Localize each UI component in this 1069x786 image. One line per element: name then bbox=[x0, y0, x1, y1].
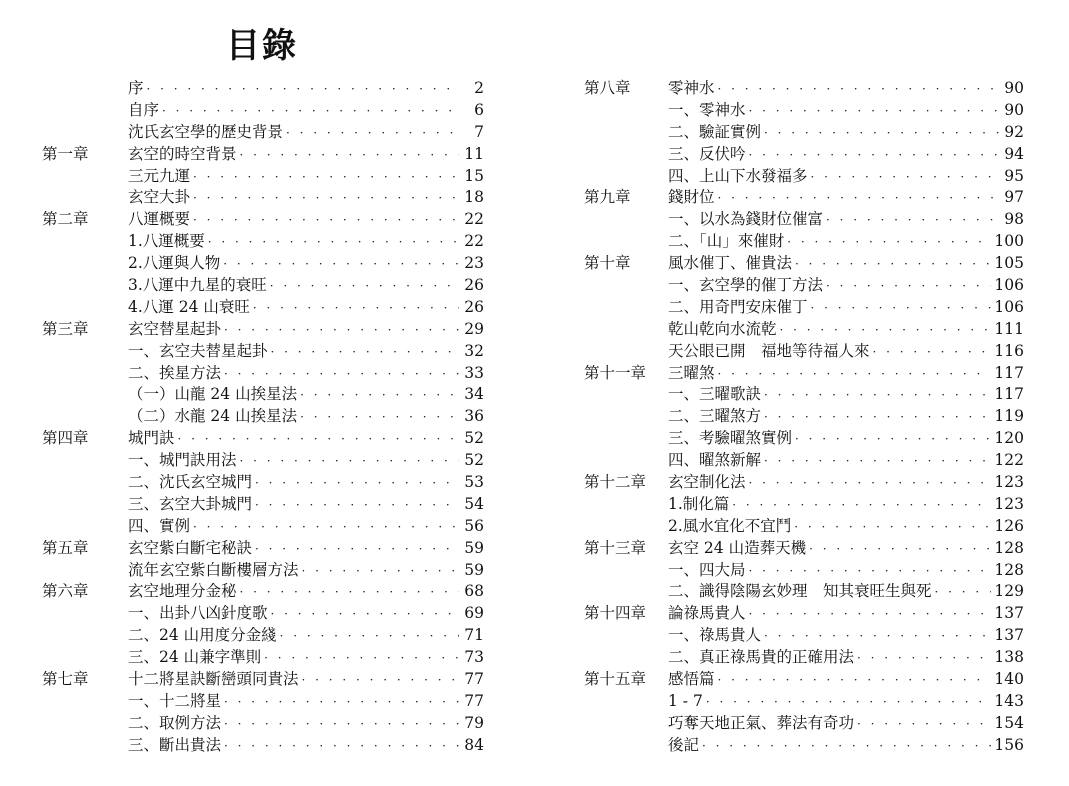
toc-page-number: 123 bbox=[994, 473, 1024, 492]
toc-entry bbox=[584, 319, 1024, 341]
toc-page-number: 33 bbox=[464, 363, 484, 382]
toc-entry-title: 一、三曜歌訣 bbox=[668, 385, 762, 404]
toc-page-number: 98 bbox=[1004, 210, 1024, 229]
toc-entry bbox=[584, 231, 1024, 253]
toc-entry bbox=[584, 384, 1024, 406]
toc-chapter-label: 第十二章 bbox=[584, 473, 647, 492]
toc-chapter-label: 第九章 bbox=[584, 188, 631, 207]
toc-entry bbox=[42, 450, 484, 472]
toc-leader-dots bbox=[193, 518, 459, 536]
toc-page-number: 119 bbox=[994, 407, 1024, 426]
toc-page-number: 95 bbox=[1004, 166, 1024, 185]
toc-entry bbox=[584, 100, 1024, 122]
toc-entry-title: 1.制化篇 bbox=[668, 494, 730, 513]
toc-entry-title: 後記 bbox=[668, 735, 700, 754]
toc-entry-title: 玄空制化法 bbox=[668, 473, 746, 492]
toc-leader-dots bbox=[224, 365, 459, 383]
toc-entry-title: 沈氏玄空學的歷史背景 bbox=[128, 122, 284, 141]
toc-entry bbox=[584, 538, 1024, 560]
toc-entry-title: 2.風水宜化不宜鬥 bbox=[668, 516, 792, 535]
toc-entry bbox=[42, 122, 484, 144]
toc-entry-title: 錢財位 bbox=[668, 188, 715, 207]
toc-entry bbox=[584, 581, 1024, 603]
toc-entry bbox=[584, 297, 1024, 319]
toc-entry-title: 乾山乾向水流乾 bbox=[668, 319, 777, 338]
toc-entry-title: （一）山龍 24 山挨星法 bbox=[128, 385, 298, 404]
toc-leader-dots bbox=[749, 474, 992, 492]
toc-entry bbox=[584, 363, 1024, 385]
toc-page-number: 117 bbox=[994, 385, 1024, 404]
toc-entry-title: 三、反伏吟 bbox=[668, 144, 746, 163]
toc-leader-dots bbox=[749, 102, 999, 120]
toc-entry-title: 零神水 bbox=[668, 78, 715, 97]
toc-leader-dots bbox=[935, 583, 992, 601]
toc-page-number: 122 bbox=[994, 451, 1024, 470]
toc-leader-dots bbox=[702, 737, 991, 755]
toc-entry bbox=[42, 538, 484, 560]
toc-page-number: 29 bbox=[464, 319, 484, 338]
toc-page-number: 59 bbox=[464, 560, 484, 579]
toc-page-number: 71 bbox=[464, 626, 484, 645]
toc-entry-title: 流年玄空紫白斷樓層方法 bbox=[128, 560, 299, 579]
toc-leader-dots bbox=[811, 299, 992, 317]
toc-entry-title: 一、十二將星 bbox=[128, 691, 222, 710]
toc-entry bbox=[584, 647, 1024, 669]
toc-page-number: 129 bbox=[994, 582, 1024, 601]
toc-entry-title: 二、識得陰陽玄妙理 知其衰旺生與死 bbox=[668, 582, 932, 601]
toc-chapter-label: 第六章 bbox=[42, 582, 89, 601]
toc-leader-dots bbox=[208, 233, 459, 251]
page-title: 目錄 bbox=[226, 26, 298, 66]
toc-entry-title: 4.八運 24 山衰旺 bbox=[128, 297, 250, 316]
toc-page-number: 34 bbox=[464, 385, 484, 404]
toc-page-number: 84 bbox=[464, 735, 484, 754]
toc-leader-dots bbox=[718, 671, 992, 689]
toc-entry bbox=[42, 187, 484, 209]
toc-leader-dots bbox=[271, 343, 459, 361]
toc-entry bbox=[584, 472, 1024, 494]
toc-entry bbox=[42, 406, 484, 428]
toc-entry-title: 論祿馬貴人 bbox=[668, 604, 746, 623]
toc-entry-title: 風水催丁、催貴法 bbox=[668, 254, 793, 273]
toc-page-number: 140 bbox=[994, 670, 1024, 689]
toc-page-number: 54 bbox=[464, 494, 484, 513]
toc-entry bbox=[42, 231, 484, 253]
toc-entry-title: 三曜煞 bbox=[668, 363, 715, 382]
toc-entry-title: 二、驗証實例 bbox=[668, 122, 762, 141]
toc-entry bbox=[584, 603, 1024, 625]
toc-entry bbox=[42, 560, 484, 582]
toc-page-number: 36 bbox=[464, 407, 484, 426]
toc-chapter-label: 第十四章 bbox=[584, 604, 647, 623]
toc-entry bbox=[42, 297, 484, 319]
toc-entry bbox=[584, 713, 1024, 735]
toc-entry bbox=[584, 516, 1024, 538]
toc-chapter-label: 第十三章 bbox=[584, 538, 647, 557]
toc-leader-dots bbox=[732, 496, 991, 514]
toc-leader-dots bbox=[255, 496, 459, 514]
toc-leader-dots bbox=[240, 452, 459, 470]
toc-entry bbox=[584, 122, 1024, 144]
toc-entry bbox=[42, 581, 484, 603]
toc-page-number: 18 bbox=[464, 188, 484, 207]
toc-leader-dots bbox=[270, 277, 459, 295]
toc-leader-dots bbox=[224, 321, 459, 339]
toc-entry-title: 玄空紫白斷宅秘訣 bbox=[128, 538, 253, 557]
toc-page-number: 137 bbox=[994, 604, 1024, 623]
toc-page-number: 32 bbox=[464, 341, 484, 360]
toc-entry bbox=[42, 625, 484, 647]
toc-leader-dots bbox=[718, 80, 999, 98]
toc-entry bbox=[42, 100, 484, 122]
toc-page-number: 7 bbox=[474, 122, 484, 141]
toc-entry-title: 四、實例 bbox=[128, 516, 191, 535]
toc-entry bbox=[42, 275, 484, 297]
toc-entry-title: 二、真正祿馬貴的正確用法 bbox=[668, 648, 855, 667]
toc-leader-dots bbox=[764, 124, 999, 142]
toc-leader-dots bbox=[302, 562, 459, 580]
toc-leader-dots bbox=[240, 146, 459, 164]
toc-page-number: 92 bbox=[1004, 122, 1024, 141]
toc-leader-dots bbox=[749, 562, 992, 580]
toc-leader-dots bbox=[302, 671, 459, 689]
toc-page-number: 77 bbox=[464, 670, 484, 689]
toc-entry bbox=[584, 691, 1024, 713]
toc-entry-title: 三、斷出貴法 bbox=[128, 735, 222, 754]
toc-entry-title: 自序 bbox=[128, 100, 160, 119]
toc-chapter-label: 第四章 bbox=[42, 429, 89, 448]
toc-page-number: 77 bbox=[464, 691, 484, 710]
toc-leader-dots bbox=[811, 168, 999, 186]
toc-entry-title: 感悟篇 bbox=[668, 670, 715, 689]
toc-entry bbox=[584, 406, 1024, 428]
toc-leader-dots bbox=[764, 386, 991, 404]
toc-leader-dots bbox=[271, 605, 459, 623]
toc-leader-dots bbox=[749, 605, 992, 623]
toc-page-number: 53 bbox=[464, 473, 484, 492]
toc-entry bbox=[584, 735, 1024, 757]
toc-page-number: 106 bbox=[994, 297, 1024, 316]
toc-leader-dots bbox=[857, 649, 991, 667]
toc-page-number: 111 bbox=[994, 319, 1024, 338]
toc-page-number: 73 bbox=[464, 648, 484, 667]
toc-page-number: 15 bbox=[464, 166, 484, 185]
toc-entry-title: 十二將星訣斷巒頭同貴法 bbox=[128, 670, 299, 689]
toc-entry bbox=[584, 275, 1024, 297]
toc-entry-title: 二、用奇門安床催丁 bbox=[668, 297, 808, 316]
toc-leader-dots bbox=[826, 277, 991, 295]
toc-leader-dots bbox=[286, 124, 459, 142]
toc-page-number: 23 bbox=[464, 254, 484, 273]
toc-entry bbox=[42, 669, 484, 691]
toc-entry-title: 1 - 7 bbox=[668, 691, 703, 710]
toc-entry bbox=[584, 187, 1024, 209]
toc-leader-dots bbox=[749, 146, 999, 164]
toc-entry-title: 一、城門訣用法 bbox=[128, 451, 237, 470]
toc-entry-title: 三、考驗曜煞實例 bbox=[668, 429, 793, 448]
toc-page-number: 69 bbox=[464, 604, 484, 623]
toc-leader-dots bbox=[718, 189, 999, 207]
toc-entry-title: 序 bbox=[128, 78, 144, 97]
toc-entry-title: 玄空地理分金秘 bbox=[128, 582, 237, 601]
toc-leader-dots bbox=[147, 80, 459, 98]
toc-page-number: 52 bbox=[464, 429, 484, 448]
toc-entry bbox=[584, 560, 1024, 582]
toc-entry-title: 一、零神水 bbox=[668, 100, 746, 119]
toc-leader-dots bbox=[223, 255, 459, 273]
toc-leader-dots bbox=[240, 583, 459, 601]
toc-entry bbox=[584, 625, 1024, 647]
toc-leader-dots bbox=[300, 408, 459, 426]
toc-leader-dots bbox=[300, 386, 459, 404]
toc-leader-dots bbox=[764, 627, 991, 645]
toc-page-number: 128 bbox=[994, 538, 1024, 557]
toc-entry bbox=[42, 472, 484, 494]
toc-entry-title: 二、24 山用度分金綫 bbox=[128, 626, 277, 645]
toc-entry bbox=[584, 209, 1024, 231]
toc-leader-dots bbox=[193, 189, 459, 207]
toc-leader-dots bbox=[280, 627, 459, 645]
toc-entry-title: 1.八運概要 bbox=[128, 232, 205, 251]
toc-chapter-label: 第二章 bbox=[42, 210, 89, 229]
toc-entry bbox=[42, 209, 484, 231]
toc-leader-dots bbox=[764, 408, 991, 426]
toc-leader-dots bbox=[193, 168, 459, 186]
toc-leader-dots bbox=[873, 343, 992, 361]
toc-page-number: 156 bbox=[994, 735, 1024, 754]
toc-page-number: 56 bbox=[464, 516, 484, 535]
toc-page-number: 79 bbox=[464, 713, 484, 732]
toc-entry bbox=[42, 144, 484, 166]
toc-page-number: 59 bbox=[464, 538, 484, 557]
toc-entry bbox=[42, 341, 484, 363]
toc-entry bbox=[42, 691, 484, 713]
toc-leader-dots bbox=[224, 715, 459, 733]
toc-page-number: 126 bbox=[994, 516, 1024, 535]
toc-entry bbox=[584, 144, 1024, 166]
toc-chapter-label: 第五章 bbox=[42, 538, 89, 557]
toc-chapter-label: 第三章 bbox=[42, 319, 89, 338]
toc-page-number: 11 bbox=[464, 144, 484, 163]
toc-entry bbox=[42, 363, 484, 385]
toc-page-number: 123 bbox=[994, 494, 1024, 513]
toc-leader-dots bbox=[178, 430, 459, 448]
toc-entry-title: 三、24 山兼字準則 bbox=[128, 648, 262, 667]
toc-leader-dots bbox=[795, 430, 991, 448]
toc-entry-title: 玄空大卦 bbox=[128, 188, 191, 207]
toc-leader-dots bbox=[826, 211, 999, 229]
toc-entry-title: 四、上山下水發福多 bbox=[668, 166, 808, 185]
toc-leader-dots bbox=[224, 737, 459, 755]
toc-leader-dots bbox=[224, 693, 459, 711]
toc-entry-title: 二、取例方法 bbox=[128, 713, 222, 732]
toc-page-number: 105 bbox=[994, 254, 1024, 273]
toc-entry-title: 2.八運與人物 bbox=[128, 254, 221, 273]
toc-chapter-label: 第十一章 bbox=[584, 363, 647, 382]
toc-entry-title: 四、曜煞新解 bbox=[668, 451, 762, 470]
toc-entry-title: 城門訣 bbox=[128, 429, 175, 448]
toc-leader-dots bbox=[162, 102, 459, 120]
toc-entry bbox=[584, 253, 1024, 275]
toc-page-number: 137 bbox=[994, 626, 1024, 645]
toc-leader-dots bbox=[795, 255, 991, 273]
toc-page-number: 97 bbox=[1004, 188, 1024, 207]
toc-page-number: 120 bbox=[994, 429, 1024, 448]
toc-entry-title: 八運概要 bbox=[128, 210, 191, 229]
toc-entry bbox=[42, 384, 484, 406]
toc-entry bbox=[584, 494, 1024, 516]
toc-page-number: 52 bbox=[464, 451, 484, 470]
toc-entry bbox=[584, 428, 1024, 450]
toc-chapter-label: 第七章 bbox=[42, 670, 89, 689]
toc-page-number: 106 bbox=[994, 276, 1024, 294]
toc-leader-dots bbox=[794, 518, 991, 536]
toc-entry-title: 玄空替星起卦 bbox=[128, 319, 222, 338]
toc-entry-title: 3.八運中九星的衰旺 bbox=[128, 276, 267, 294]
toc-entry-title: 二、挨星方法 bbox=[128, 363, 222, 382]
toc-leader-dots bbox=[264, 649, 459, 667]
toc-leader-dots bbox=[253, 299, 459, 317]
toc-page-number: 6 bbox=[474, 100, 484, 119]
toc-leader-dots bbox=[706, 693, 992, 711]
toc-entry-title: 三、玄空大卦城門 bbox=[128, 494, 253, 513]
toc-entry bbox=[584, 669, 1024, 691]
toc-entry bbox=[584, 78, 1024, 100]
toc-page-number: 22 bbox=[464, 210, 484, 229]
toc-leader-dots bbox=[764, 452, 991, 470]
toc-chapter-label: 第十五章 bbox=[584, 670, 647, 689]
toc-entry-title: 一、四大局 bbox=[668, 560, 746, 579]
toc-page-number: 68 bbox=[464, 582, 484, 601]
toc-chapter-label: 第十章 bbox=[584, 254, 631, 273]
toc-page-number: 128 bbox=[994, 560, 1024, 579]
toc-page-number: 116 bbox=[994, 341, 1024, 360]
toc-entry-title: 玄空的時空背景 bbox=[128, 144, 237, 163]
toc-entry-title: 一、以水為錢財位催富 bbox=[668, 210, 824, 229]
toc-leader-dots bbox=[809, 540, 991, 558]
toc-page-number: 22 bbox=[464, 232, 484, 251]
toc-chapter-label: 第八章 bbox=[584, 78, 631, 97]
toc-entry-title: （二）水龍 24 山挨星法 bbox=[128, 407, 298, 426]
toc-chapter-label: 第一章 bbox=[42, 144, 89, 163]
toc-leader-dots bbox=[787, 233, 991, 251]
toc-page-number: 2 bbox=[474, 78, 484, 97]
toc-leader-dots bbox=[780, 321, 992, 339]
toc-page-number: 90 bbox=[1004, 78, 1024, 97]
toc-entry bbox=[42, 647, 484, 669]
toc-entry bbox=[42, 428, 484, 450]
toc-entry-title: 二、「山」來催財 bbox=[668, 232, 785, 251]
toc-leader-dots bbox=[718, 365, 992, 383]
toc-page-number: 100 bbox=[994, 232, 1024, 251]
toc-entry-title: 一、祿馬貴人 bbox=[668, 626, 762, 645]
toc-entry bbox=[42, 166, 484, 188]
toc-page-number: 26 bbox=[464, 276, 484, 294]
toc-entry bbox=[584, 450, 1024, 472]
toc-entry-title: 一、玄空學的催丁方法 bbox=[668, 276, 824, 294]
toc-leader-dots bbox=[857, 715, 991, 733]
toc-page-number: 154 bbox=[994, 713, 1024, 732]
toc-entry-title: 天公眼已開 福地等待福人來 bbox=[668, 341, 870, 360]
toc-entry bbox=[42, 735, 484, 757]
toc-entry bbox=[42, 78, 484, 100]
toc-page-number: 90 bbox=[1004, 100, 1024, 119]
toc-page-number: 94 bbox=[1004, 144, 1024, 163]
toc-entry-title: 一、玄空夫替星起卦 bbox=[128, 341, 268, 360]
toc-page-number: 138 bbox=[994, 648, 1024, 667]
toc-page-number: 143 bbox=[994, 691, 1024, 710]
toc-entry bbox=[42, 603, 484, 625]
toc-entry-title: 三元九運 bbox=[128, 166, 191, 185]
toc-leader-dots bbox=[193, 211, 459, 229]
toc-entry bbox=[42, 319, 484, 341]
toc-entry bbox=[42, 713, 484, 735]
toc-page-number: 26 bbox=[464, 297, 484, 316]
toc-entry bbox=[42, 494, 484, 516]
toc-entry-title: 二、沈氏玄空城門 bbox=[128, 473, 253, 492]
toc-entry-title: 二、三曜煞方 bbox=[668, 407, 762, 426]
toc-right-column bbox=[584, 78, 1024, 757]
toc-leader-dots bbox=[255, 474, 459, 492]
toc-entry-title: 一、出卦八凶針度歌 bbox=[128, 604, 268, 623]
toc-left-column bbox=[42, 78, 484, 757]
toc-entry bbox=[42, 253, 484, 275]
toc-leader-dots bbox=[255, 540, 459, 558]
toc-entry-title: 玄空 24 山造葬天機 bbox=[668, 538, 807, 557]
toc-entry bbox=[42, 516, 484, 538]
toc-entry bbox=[584, 341, 1024, 363]
toc-entry bbox=[584, 166, 1024, 188]
toc-page-number: 117 bbox=[994, 363, 1024, 382]
toc-entry-title: 巧奪天地正氣、葬法有奇功 bbox=[668, 713, 855, 732]
